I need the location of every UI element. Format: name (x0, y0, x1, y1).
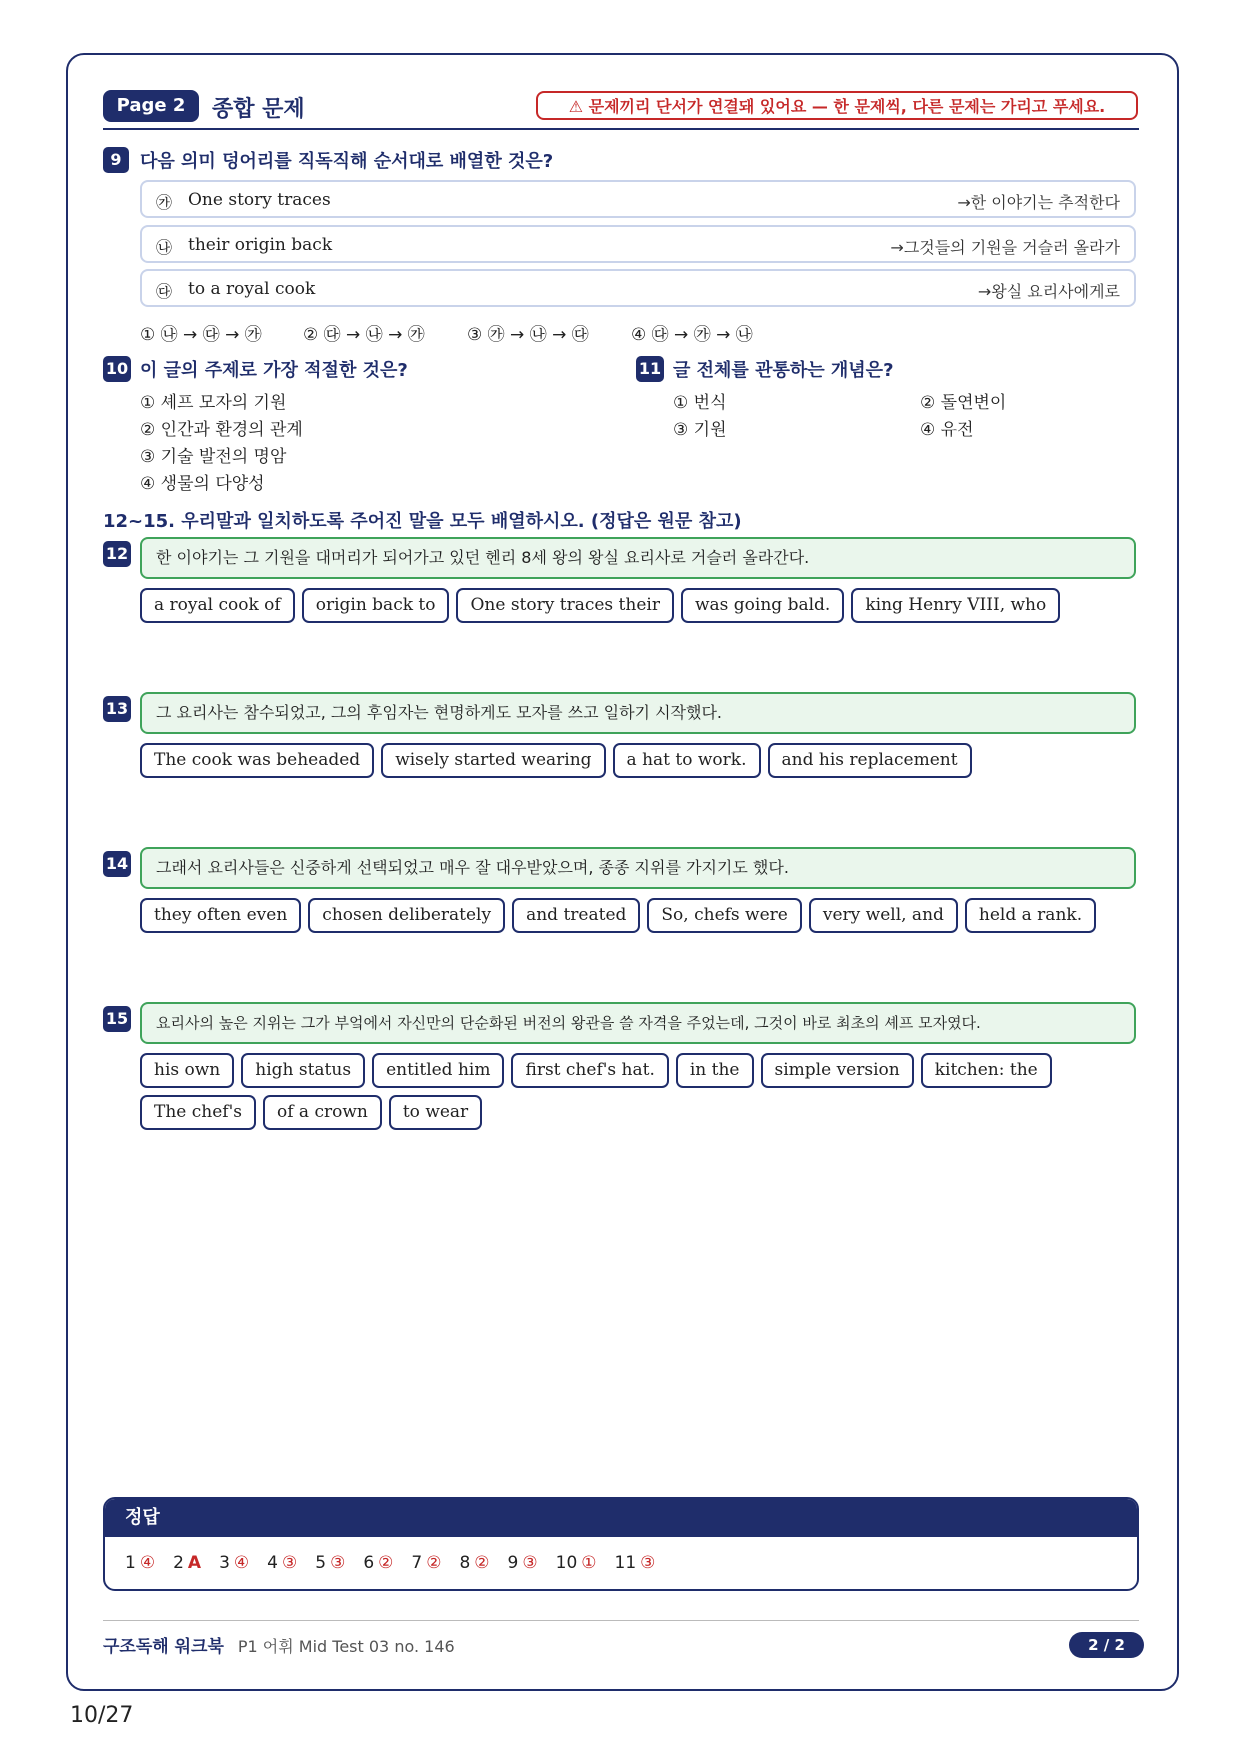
page-label: Page 2 (103, 90, 199, 122)
arrange-instruction: 12~15. 우리말과 일치하도록 주어진 말을 모두 배열하시오. (정답은 원문 참고) (103, 511, 742, 532)
answer-item: 8 ② (459, 1553, 490, 1573)
word-tile[interactable]: was going bald. (681, 588, 844, 623)
q11-option-3[interactable]: ③ 기원 (673, 420, 727, 440)
q11-option-1[interactable]: ① 번식 (673, 393, 727, 413)
korean-prompt-14: 그래서 요리사들은 신중하게 선택되었고 매우 잘 대우받았으며, 종종 지위를 가지기도 했다. (140, 847, 1136, 889)
word-tile[interactable]: and his replacement (768, 743, 972, 778)
word-tile[interactable]: very well, and (809, 898, 958, 933)
word-tile[interactable]: simple version (761, 1053, 914, 1088)
word-tile[interactable]: chosen deliberately (308, 898, 505, 933)
word-tile[interactable]: The chef's (140, 1095, 256, 1130)
chunk-english: One story traces (188, 190, 331, 210)
word-tiles-15 (140, 1053, 1136, 1130)
word-tile[interactable]: they often even (140, 898, 301, 933)
word-tile[interactable]: in the (676, 1053, 754, 1088)
word-tile[interactable]: origin back to (302, 588, 450, 623)
q10-option-1[interactable]: ① 셰프 모자의 기원 (140, 393, 287, 413)
word-tile[interactable]: high status (241, 1053, 365, 1088)
q10-option-4[interactable]: ④ 생물의 다양성 (140, 474, 265, 494)
chunk-da (140, 269, 1136, 307)
q11-option-4[interactable]: ④ 유전 (920, 420, 974, 440)
word-tiles-13 (140, 743, 1136, 778)
chunk-english: their origin back (188, 235, 333, 255)
document-page-count: 10/27 (70, 1703, 134, 1728)
word-tile[interactable]: of a crown (263, 1095, 382, 1130)
word-tile[interactable]: and treated (512, 898, 640, 933)
footer-source: P1 어휘 Mid Test 03 no. 146 (237, 1637, 455, 1656)
word-tiles-14 (140, 898, 1136, 933)
question-9-text: 다음 의미 덩어리를 직독직해 순서대로 배열한 것은? (140, 151, 554, 172)
chunk-ga (140, 180, 1136, 218)
answer-item: 9 ③ (507, 1553, 538, 1573)
chunk-mark: ㉯ (156, 238, 173, 257)
answer-item: 4 ③ (267, 1553, 298, 1573)
footer-divider (103, 1620, 1139, 1621)
chunk-korean: →그것들의 기원을 거슬러 올라가 (890, 238, 1120, 257)
word-tile[interactable]: king Henry VIII, who (851, 588, 1060, 623)
question-number-14: 14 (103, 851, 131, 877)
word-tile[interactable]: kitchen: the (921, 1053, 1052, 1088)
chunk-korean: →한 이야기는 추적한다 (957, 193, 1120, 212)
q11-option-2[interactable]: ② 돌연변이 (920, 393, 1007, 413)
word-tiles-12 (140, 588, 1136, 623)
word-tile[interactable]: The cook was beheaded (140, 743, 374, 778)
word-tile[interactable]: wisely started wearing (381, 743, 605, 778)
answer-item: 7 ② (411, 1553, 442, 1573)
answer-item: 10 ① (555, 1553, 597, 1573)
word-tile[interactable]: to wear (389, 1095, 482, 1130)
answer-item: 1 ④ (125, 1553, 156, 1573)
word-tile[interactable]: first chef's hat. (511, 1053, 668, 1088)
footer-info (103, 1632, 455, 1657)
answer-list (125, 1553, 655, 1573)
answer-item: 5 ③ (315, 1553, 346, 1573)
question-number-9: 9 (103, 147, 129, 173)
q9-option-4[interactable]: ④ ㉰ → ㉮ → ㉯ (631, 325, 753, 345)
question-number-10: 10 (103, 356, 131, 382)
footer-brand: 구조독해 워크북 (103, 1637, 224, 1657)
answer-item: 3 ④ (219, 1553, 250, 1573)
word-tile[interactable]: One story traces their (456, 588, 673, 623)
answer-item: 11 ③ (614, 1553, 656, 1573)
q9-option-2[interactable]: ② ㉰ → ㉯ → ㉮ (303, 325, 425, 345)
q9-option-1[interactable]: ① ㉯ → ㉰ → ㉮ (140, 325, 262, 345)
answer-key-title: 정답 (105, 1499, 1137, 1537)
q10-option-3[interactable]: ③ 기술 발전의 명암 (140, 447, 287, 467)
q10-option-2[interactable]: ② 인간과 환경의 관계 (140, 420, 303, 440)
warning-banner: ⚠ 문제끼리 단서가 연결돼 있어요 — 한 문제씩, 다른 문제는 가리고 푸세요. (536, 91, 1138, 120)
question-number-11: 11 (636, 356, 664, 382)
word-tile[interactable]: held a rank. (965, 898, 1096, 933)
word-tile[interactable]: entitled him (372, 1053, 504, 1088)
question-number-12: 12 (103, 541, 131, 567)
chunk-mark: ㉰ (156, 282, 173, 301)
q9-option-3[interactable]: ③ ㉮ → ㉯ → ㉰ (467, 325, 589, 345)
chunk-english: to a royal cook (188, 279, 316, 299)
chunk-korean: →왕실 요리사에게로 (977, 282, 1120, 301)
chunk-mark: ㉮ (156, 193, 173, 212)
question-10-text: 이 글의 주제로 가장 적절한 것은? (140, 360, 408, 381)
word-tile[interactable]: his own (140, 1053, 234, 1088)
chunk-na (140, 225, 1136, 263)
question-number-13: 13 (103, 696, 131, 722)
word-tile[interactable]: So, chefs were (647, 898, 801, 933)
section-title: 종합 문제 (212, 97, 305, 122)
word-tile[interactable]: a royal cook of (140, 588, 295, 623)
answer-item: 6 ② (363, 1553, 394, 1573)
question-11-text: 글 전체를 관통하는 개념은? (673, 360, 894, 381)
answer-key (103, 1497, 1139, 1591)
korean-prompt-12: 한 이야기는 그 기원을 대머리가 되어가고 있던 헨리 8세 왕의 왕실 요리사로 거슬러 올라간다. (140, 537, 1136, 579)
footer-page-indicator: 2 / 2 (1069, 1632, 1144, 1658)
title-divider (103, 128, 1139, 130)
question-number-15: 15 (103, 1006, 131, 1032)
word-tile[interactable]: a hat to work. (613, 743, 761, 778)
korean-prompt-15: 요리사의 높은 지위는 그가 부엌에서 자신만의 단순화된 버전의 왕관을 쓸 자격을 주었는데, 그것이 바로 최초의 셰프 모자였다. (140, 1002, 1136, 1044)
korean-prompt-13: 그 요리사는 참수되었고, 그의 후임자는 현명하게도 모자를 쓰고 일하기 시작했다. (140, 692, 1136, 734)
answer-item: 2 A (173, 1553, 202, 1573)
